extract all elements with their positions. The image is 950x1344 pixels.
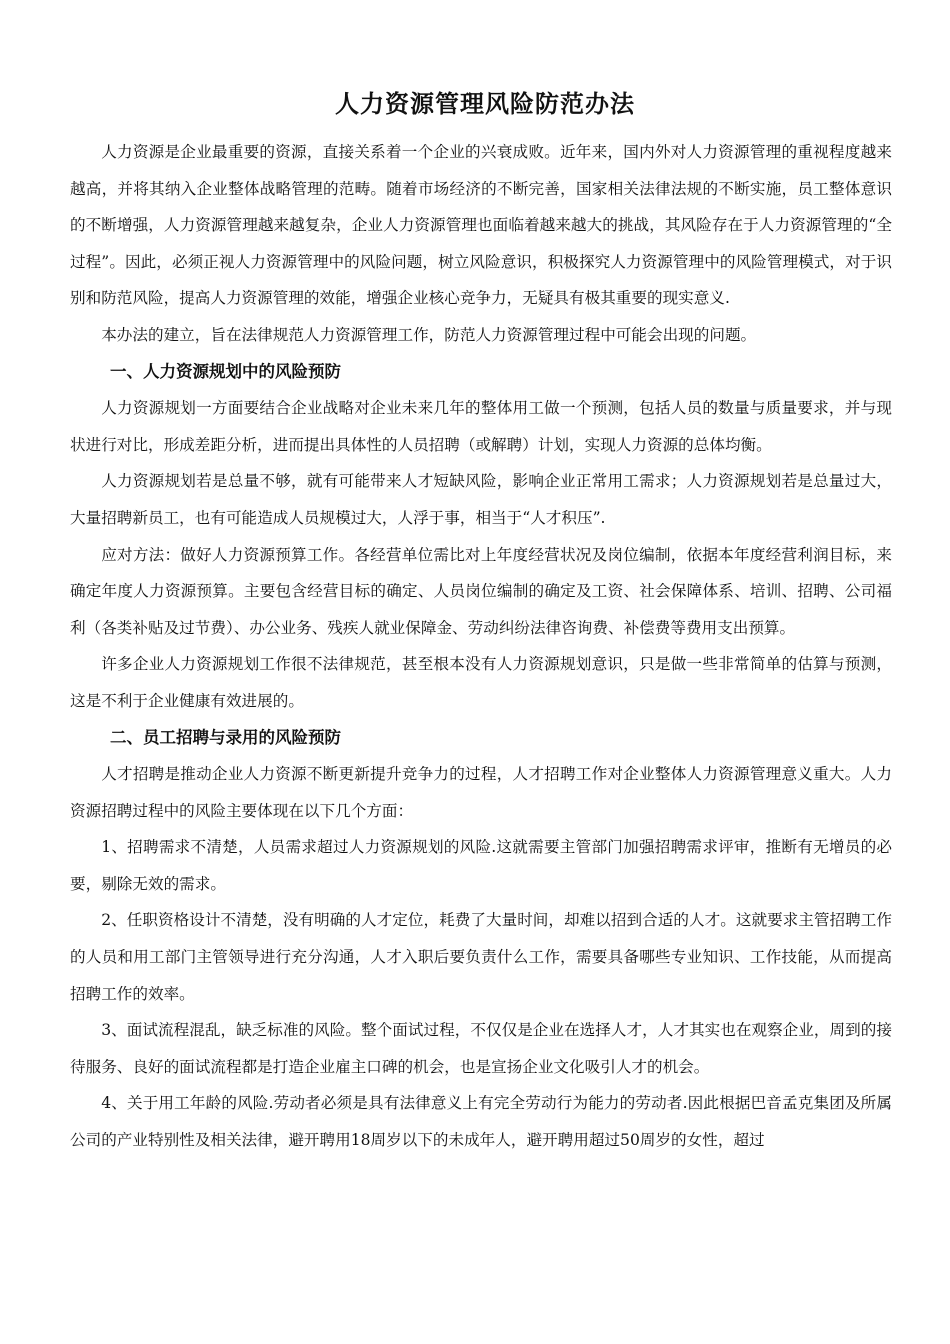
- section-2-item-1: 1、招聘需求不清楚，人员需求超过人力资源规划的风险.这就需要主管部门加强招聘需求评审，推断有无增员的必要，剔除无效的需求。: [70, 838, 892, 893]
- section-2-paragraph-1: 人才招聘是推动企业人力资源不断更新提升竞争力的过程，人才招聘工作对企业整体人力资源管理意义重大。人力资源招聘过程中的风险主要体现在以下几个方面：: [70, 765, 892, 820]
- section-1-heading: 一、人力资源规划中的风险预防: [110, 361, 341, 381]
- section-2-item-3: 3、面试流程混乱，缺乏标准的风险。整个面试过程，不仅仅是企业在选择人才，人才其实也在观察企业，周到的接待服务、良好的面试流程都是打造企业雇主口碑的机会，也是宣扬企业文化吸引人才的机会。: [70, 1021, 892, 1076]
- intro-paragraph-2: 本办法的建立，旨在法律规范人力资源管理工作，防范人力资源管理过程中可能会出现的问题。: [101, 325, 757, 344]
- section-2-heading: 二、员工招聘与录用的风险预防: [110, 727, 341, 747]
- intro-paragraph-1: 人力资源是企业最重要的资源，直接关系着一个企业的兴衰成败。近年来，国内外对人力资源管理的重视程度越来越高，并将其纳入企业整体战略管理的范畴。随着市场经济的不断完善，国家相关法律法规的不断实施，员工整体意识的不断增强，人力资源管理越来越复杂，企业人力资源管理也面临着越来越大的挑战，其风险存在于人力资源管理的“全过程”。因此，必须正视人力资源管理中的风险问题，树立风险意识，积极探究人力资源管理中的风险管理模式，对于识别和防范风险，提高人力资源管理的效能，增强企业核心竞争力，无疑具有极其重要的现实意义.: [70, 143, 892, 308]
- document-title: 人力资源管理风险防范办法: [335, 90, 635, 118]
- section-1-paragraph-3: 应对方法：做好人力资源预算工作。各经营单位需比对上年度经营状况及岗位编制，依据本年度经营利润目标，来确定年度人力资源预算。主要包含经营目标的确定、人员岗位编制的确定及工资、社会保障体系、培训、招聘、公司福利（各类补贴及过节费）、办公业务、残疾人就业保障金、劳动纠纷法律咨询费、补偿费等费用支出预算。: [70, 545, 892, 637]
- section-2-item-2: 2、任职资格设计不清楚，没有明确的人才定位，耗费了大量时间，却难以招到合适的人才。这就要求主管招聘工作的人员和用工部门主管领导进行充分沟通，人才入职后要负责什么工作，需要具备哪些专业知识、工作技能，从而提高招聘工作的效率。: [70, 911, 892, 1003]
- section-1-paragraph-4: 许多企业人力资源规划工作很不法律规范，甚至根本没有人力资源规划意识，只是做一些非常简单的估算与预测，这是不利于企业健康有效进展的。: [70, 655, 892, 710]
- section-1-paragraph-2: 人力资源规划若是总量不够，就有可能带来人才短缺风险，影响企业正常用工需求；人力资源规划若是总量过大，大量招聘新员工，也有可能造成人员规模过大，人浮于事，相当于“人才积压”.: [70, 472, 892, 527]
- section-1-paragraph-1: 人力资源规划一方面要结合企业战略对企业未来几年的整体用工做一个预测，包括人员的数量与质量要求，并与现状进行对比，形成差距分析，进而提出具体性的人员招聘（或解聘）计划，实现人力资源的总体均衡。: [70, 399, 892, 454]
- section-2-item-4: 4、关于用工年龄的风险.劳动者必须是具有法律意义上有完全劳动行为能力的劳动者.因此根据巴音孟克集团及所属公司的产业特别性及相关法律，避开聘用18周岁以下的未成年人，避开聘用超过50周岁的女性，超过: [70, 1094, 892, 1150]
